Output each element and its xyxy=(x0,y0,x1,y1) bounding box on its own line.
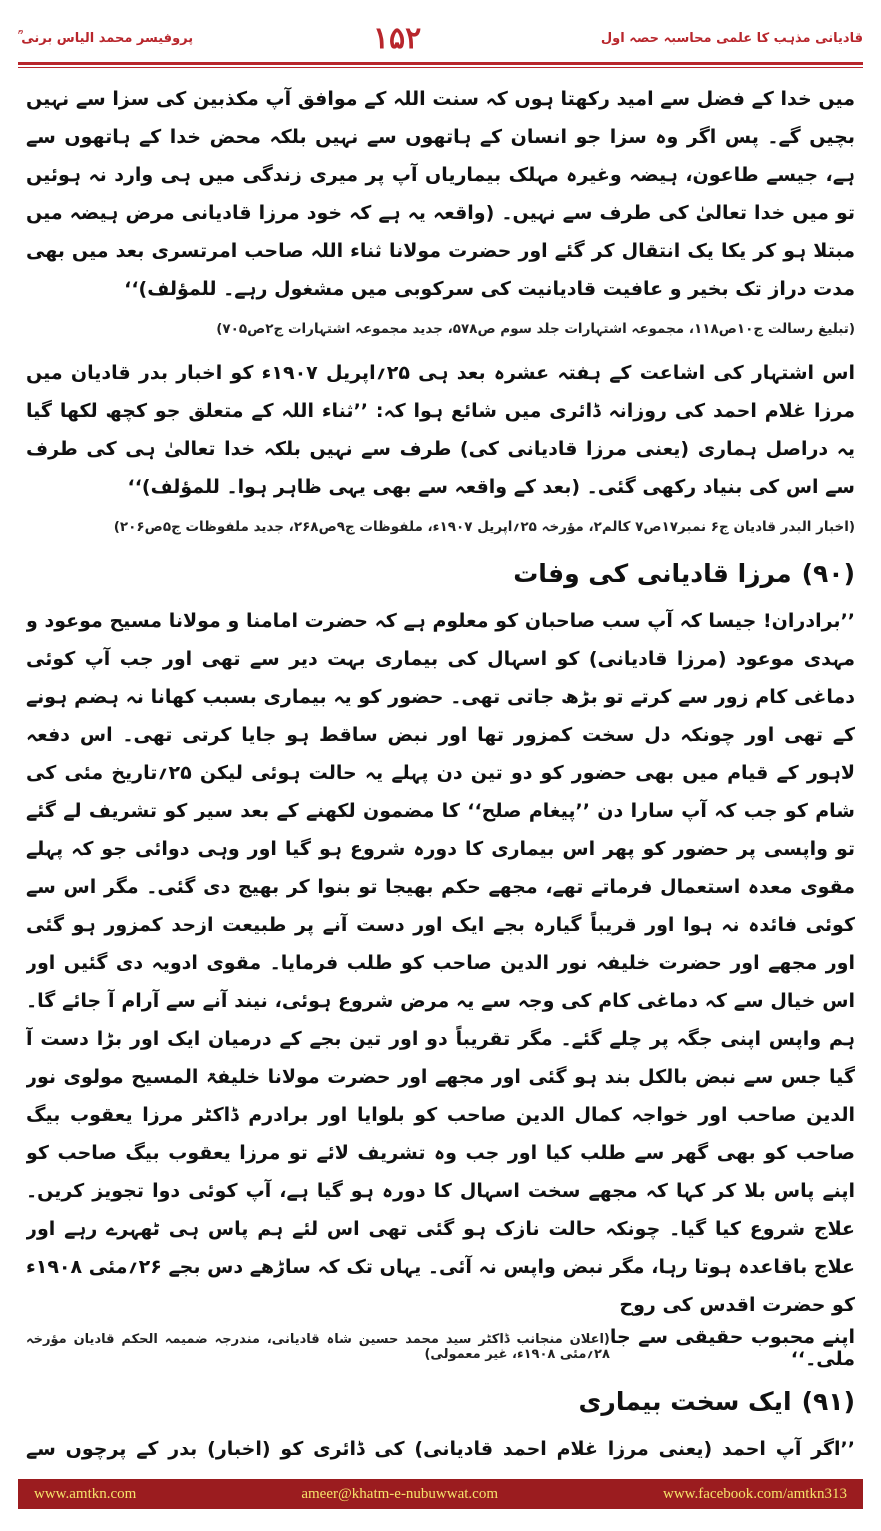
section-title: مرزا قادیانی کی وفات xyxy=(513,559,792,588)
section-heading-91 xyxy=(26,1380,855,1424)
author-name: پروفیسر محمد الیاس برنی ؒ xyxy=(18,30,194,46)
paragraph-3: ’’برادران! جیسا کہ آپ سب صاحبان کو معلوم ہے کہ حضرت امامنا و مولانا مسیح موعود و مہدی موعود (مرزا قادیانی) کو اسہال کی بیماری بہت دیر سے تھی اور جب آپ کوئی دماغی کام زور سے کرتے تو بڑھ جاتی تھی۔ حضور کو یہ بیماری بسبب کھانا نہ ہضم ہونے کے تھی اور چونکہ دل سخت کمزور تھا اور نبض ساقط ہو جایا کرتی تھی۔ اس دفعہ لاہور کے قیام میں بھی حضور کو دو تین دن پہلے یہ حالت ہوئی لیکن ۲۵؍تاریخ مئی کی شام کو جب کہ آپ سارا دن ’’پیغام صلح‘‘ کا مضمون لکھنے کے بعد سیر کو تشریف لے گئے تو واپسی پر حضور کو پھر اس بیماری کا دورہ شروع ہو گیا اور وہی دوائی جو کہ پہلے مقوی معدہ استعمال فرماتے تھے، مجھے حکم بھیجا تو بنوا کر بھیج دی گئی۔ مگر اس سے کوئی فائدہ نہ ہوا اور قریباً گیارہ بجے ایک اور دست آنے پر طبیعت ازحد کمزور ہو گئی اور مجھے اور حضرت خلیفہ نور الدین صاحب کو طلب فرمایا۔ مقوی ادویہ دی گئیں اور اس خیال سے کہ دماغی کام کی وجہ سے یہ مرض شروع ہوئی، نیند آنے سے آرام آ جائے گا۔ ہم واپس اپنی جگہ پر چلے گئے۔ مگر تقریباً دو اور تین بجے کے درمیان ایک اور بڑا دست آ گیا جس سے نبض بالکل بند ہو گئی اور مجھے اور حضرت مولانا خلیفۃ المسیح مولوی نور الدین صاحب اور خواجہ کمال الدین صاحب کو بلوایا اور برادرم ڈاکٹر مرزا یعقوب بیگ صاحب کو بھی گھر سے طلب کیا اور جب وہ تشریف لائے تو مرزا یعقوب بیگ صاحب کو اپنے پاس بلا کر کہا کہ مجھے سخت اسہال کا دورہ ہو گیا ہے، آپ کوئی دوا تجویز کریں۔ علاج شروع کیا گیا۔ چونکہ حالت نازک ہو گئی تھی اس لئے ہم پاس ہی ٹھہرے رہے اور علاج باقاعدہ ہوتا رہا، مگر نبض واپس نہ آئی۔ یہاں تک کہ ساڑھے دس بجے ۲۶؍مئی ۱۹۰۸ء کو حضرت اقدس کی روح xyxy=(26,610,855,1316)
section-number: (۹۱) xyxy=(801,1387,855,1416)
section-number: (۹۰) xyxy=(801,559,855,588)
section-title: ایک سخت بیماری xyxy=(578,1387,792,1416)
website-link[interactable]: www.amtkn.com xyxy=(34,1485,137,1502)
citation-1: (تبلیغ رسالت ج۱۰ص۱۱۸، مجموعہ اشتہارات جلد سوم ص۵۷۸، جدید مجموعہ اشتہارات ج۲ص۷۰۵) xyxy=(216,321,855,337)
paragraph-4: ’’اگر آپ احمد (یعنی مرزا غلام احمد قادیانی) کی ڈائری کو (اخبار) بدر کے پرچوں سے xyxy=(26,1438,855,1460)
paragraph-1: میں خدا کے فضل سے امید رکھتا ہوں کہ سنت اللہ کے موافق آپ مکذبین کی سزا سے نہیں بچیں گے۔ پس اگر وہ سزا جو انسان کے ہاتھوں سے نہیں بلکہ محض خدا کے ہاتھوں سے ہے، جیسے طاعون، ہیضہ وغیرہ مہلک بیماریاں آپ پر میری زندگی میں ہی وارد نہ ہوئیں تو میں خدا تعالیٰ کی طرف سے نہیں۔ (واقعہ یہ ہے کہ خود مرزا قادیانی مرض ہیضہ میں مبتلا ہو کر یکا یک انتقال کر گئے اور حضرت مولانا ثناء اللہ صاحب امرتسری بعد میں بھی مدت دراز تک بخیر و عافیت قادیانیت کی سرکوبی میں مشغول رہے۔ للمؤلف)‘‘ xyxy=(26,88,855,300)
page-header xyxy=(18,14,863,62)
paragraph-2: اس اشتہار کی اشاعت کے ہفتہ عشرہ بعد ہی ۲۵؍اپریل ۱۹۰۷ء کو اخبار بدر قادیان میں مرزا غلام احمد کی روزانہ ڈائری میں شائع ہوا کہ: ’’ثناء اللہ کے متعلق جو کچھ لکھا گیا یہ دراصل ہماری (یعنی مرزا قادیانی کی) طرف سے نہیں بلکہ خدا تعالیٰ ہی کی طرف سے اس کی بنیاد رکھی گئی۔ (بعد کے واقعہ سے بھی یہی ظاہر ہوا۔ للمؤلف)‘‘ xyxy=(26,362,855,498)
header-divider xyxy=(18,62,863,65)
section-heading-90 xyxy=(26,552,855,596)
facebook-link[interactable]: www.facebook.com/amtkn313 xyxy=(663,1485,847,1502)
page-footer xyxy=(18,1479,863,1509)
email-link[interactable]: ameer@khatm-e-nubuwwat.com xyxy=(301,1485,498,1502)
citation-3: (اعلان منجانب ڈاکٹر سید محمد حسین شاہ قادیانی، مندرجہ ضمیمہ الحکم قادیان مؤرخہ ۲۸؍مئی ۱۹۰۸ء، غیر معمولی) xyxy=(26,1332,610,1362)
page-number: ۱۵۲ xyxy=(372,20,422,56)
page-body xyxy=(26,80,855,1461)
book-title: قادیانی مذہب کا علمی محاسبہ حصہ اول xyxy=(600,30,863,46)
quote-end: اپنے محبوب حقیقی سے جا ملی۔‘‘ xyxy=(609,1326,855,1370)
citation-2: (اخبار البدر قادیان ج۶ نمبر۱۷ص۷ کالم۲، مؤرخہ ۲۵؍اپریل ۱۹۰۷ء، ملفوظات ج۹ص۲۶۸، جدید ملفوظات ج۵ص۲۰۶) xyxy=(113,519,855,535)
header-divider-thin xyxy=(18,67,863,68)
quote-end-line xyxy=(26,1326,855,1370)
